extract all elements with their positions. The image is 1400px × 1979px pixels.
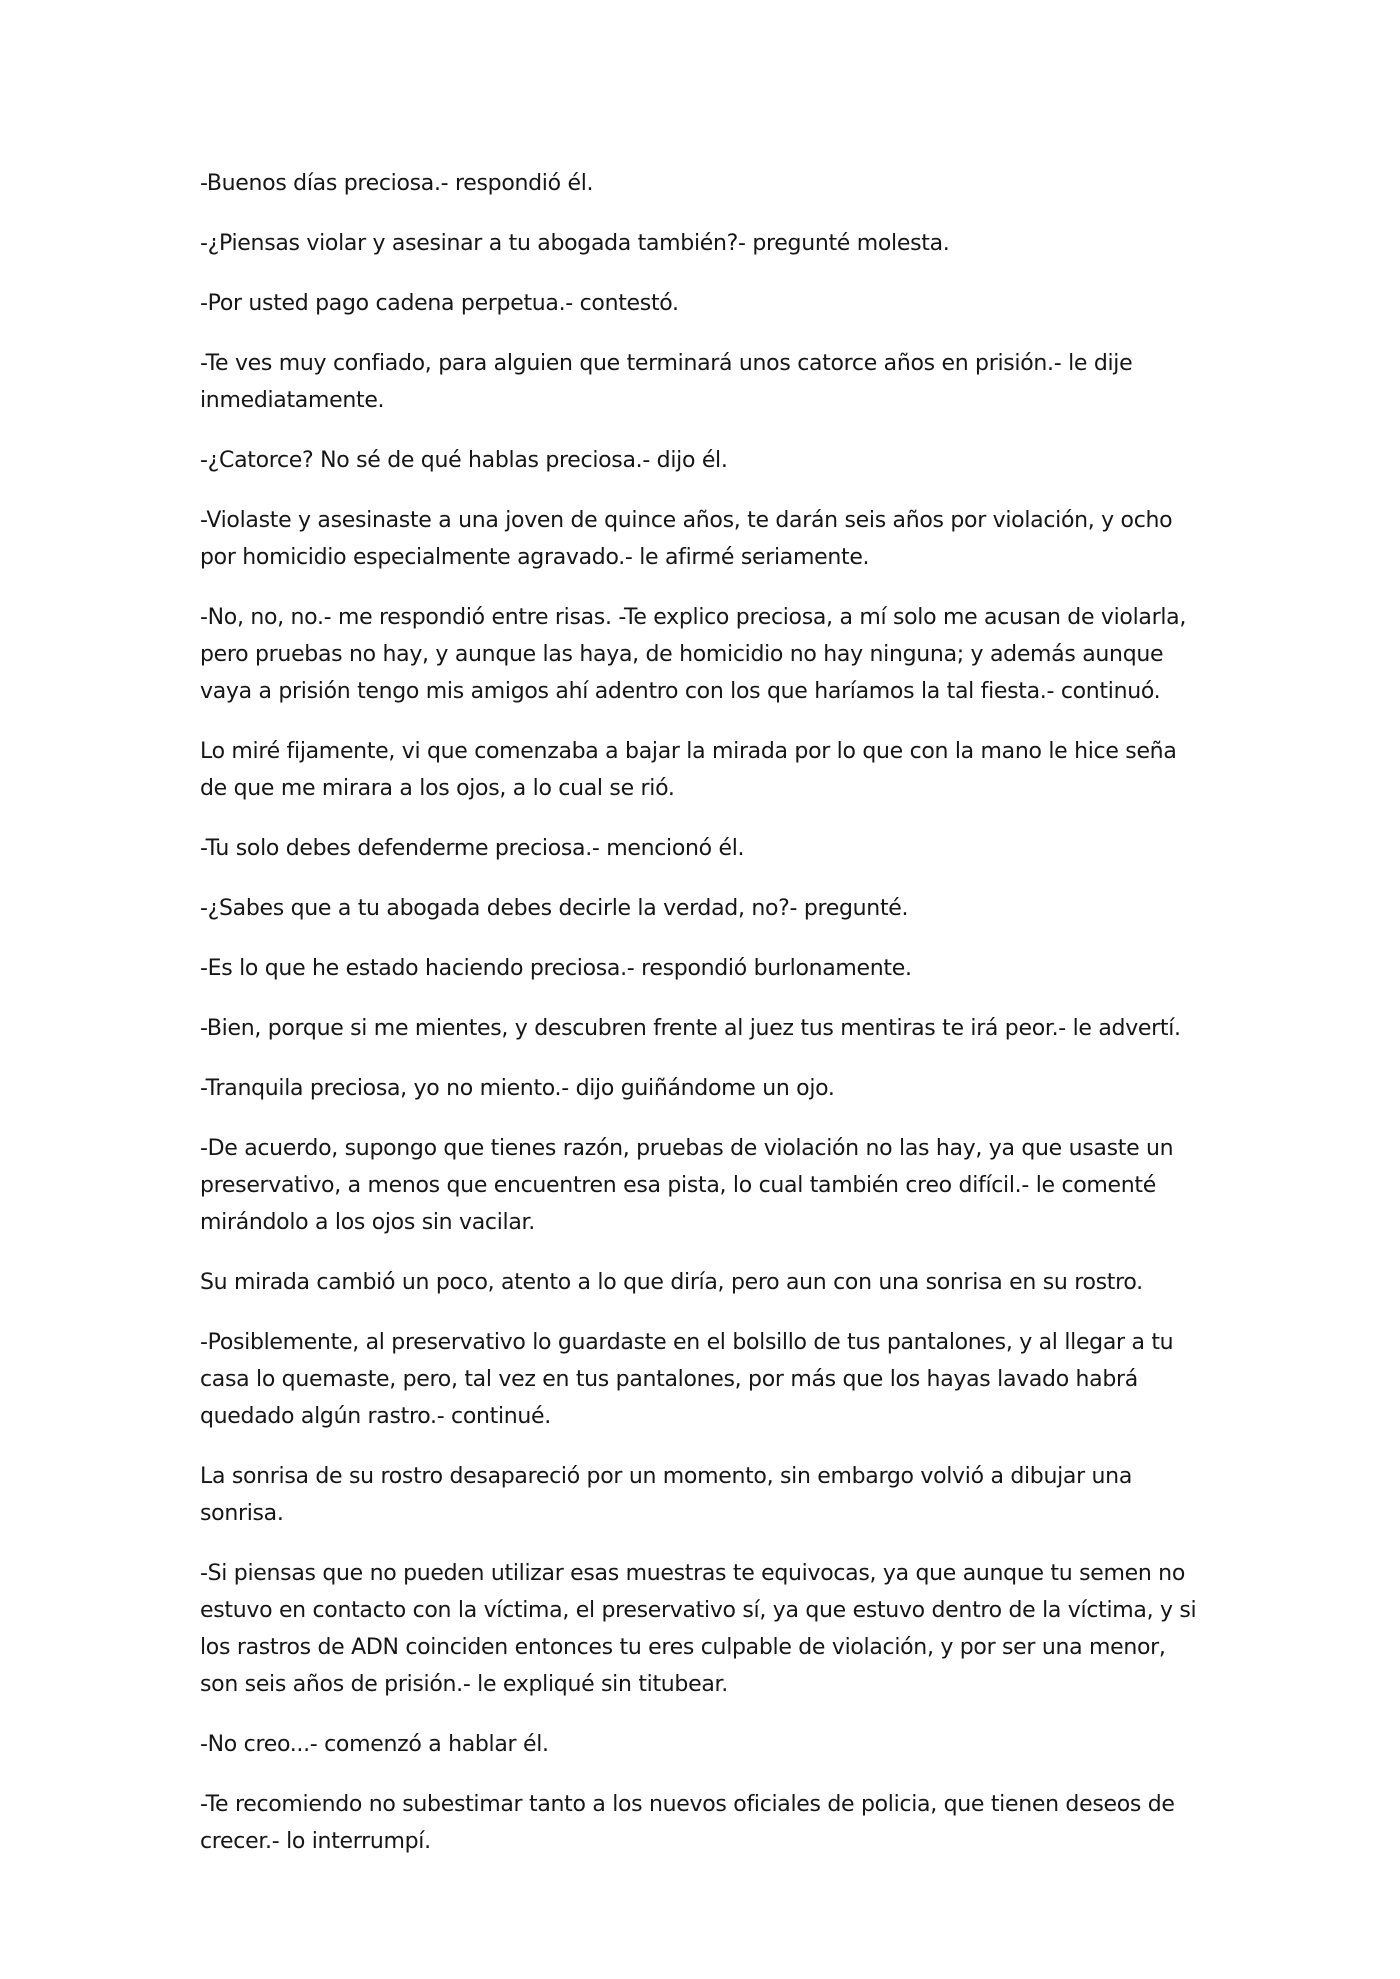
paragraph: -Posiblemente, al preservativo lo guardaste en el bolsillo de tus pantalones, y al llegar a tu casa lo quemaste, pero, tal vez en tus pantalones, por más que los hayas lavado habrá quedado algún rastro.- continué.	[200, 1330, 1174, 1429]
paragraph: -Si piensas que no pueden utilizar esas muestras te equivocas, ya que aunque tu semen no estuvo en contacto con la víctima, el preservativo sí, ya que estuvo dentro de la víctima, y si los rastros de ADN coinciden entonces tu eres culpable de violación, y por ser una menor, son seis años de prisión.- le expliqué sin titubear.	[200, 1561, 1197, 1697]
paragraph: Lo miré fijamente, vi que comenzaba a bajar la mirada por lo que con la mano le hice seña de que me mirara a los ojos, a lo cual se rió.	[200, 739, 1177, 801]
paragraph: -Bien, porque si me mientes, y descubren frente al juez tus mentiras te irá peor.- le advertí.	[200, 1016, 1181, 1041]
paragraph: -De acuerdo, supongo que tienes razón, pruebas de violación no las hay, ya que usaste un preservativo, a menos que encuentren esa pista, lo cual también creo difícil.- le comenté mirándolo a los ojos sin vacilar.	[200, 1136, 1174, 1235]
paragraph: -¿Piensas violar y asesinar a tu abogada también?- pregunté molesta.	[200, 231, 950, 256]
paragraph: -Te recomiendo no subestimar tanto a los nuevos oficiales de policia, que tienen deseos de crecer.- lo interrumpí.	[200, 1792, 1175, 1854]
paragraph: -¿Sabes que a tu abogada debes decirle la verdad, no?- pregunté.	[200, 896, 909, 921]
paragraph: -No creo...- comenzó a hablar él.	[200, 1732, 549, 1757]
document-body	[200, 165, 1210, 1883]
paragraph: -Buenos días preciosa.- respondió él.	[200, 171, 594, 196]
paragraph: La sonrisa de su rostro desapareció por un momento, sin embargo volvió a dibujar una sonrisa.	[200, 1464, 1133, 1526]
paragraph: Su mirada cambió un poco, atento a lo que diría, pero aun con una sonrisa en su rostro.	[200, 1270, 1143, 1295]
paragraph: -Violaste y asesinaste a una joven de quince años, te darán seis años por violación, y ocho por homicidio especialmente agravado.- le afirmé seriamente.	[200, 508, 1173, 570]
paragraph: -Tranquila preciosa, yo no miento.- dijo guiñándome un ojo.	[200, 1076, 835, 1101]
paragraph: -No, no, no.- me respondió entre risas. -Te explico preciosa, a mí solo me acusan de violarla, pero pruebas no hay, y aunque las haya, de homicidio no hay ninguna; y además aunque vaya a prisión tengo mis amigos ahí adentro con los que haríamos la tal fiesta.- continuó.	[200, 605, 1187, 704]
paragraph: -Por usted pago cadena perpetua.- contestó.	[200, 291, 679, 316]
paragraph: -Te ves muy confiado, para alguien que terminará unos catorce años en prisión.- le dije inmediatamente.	[200, 351, 1133, 413]
paragraph: -¿Catorce? No sé de qué hablas preciosa.- dijo él.	[200, 448, 728, 473]
paragraph: -Tu solo debes defenderme preciosa.- mencionó él.	[200, 836, 745, 861]
paragraph: -Es lo que he estado haciendo preciosa.- respondió burlonamente.	[200, 956, 912, 981]
